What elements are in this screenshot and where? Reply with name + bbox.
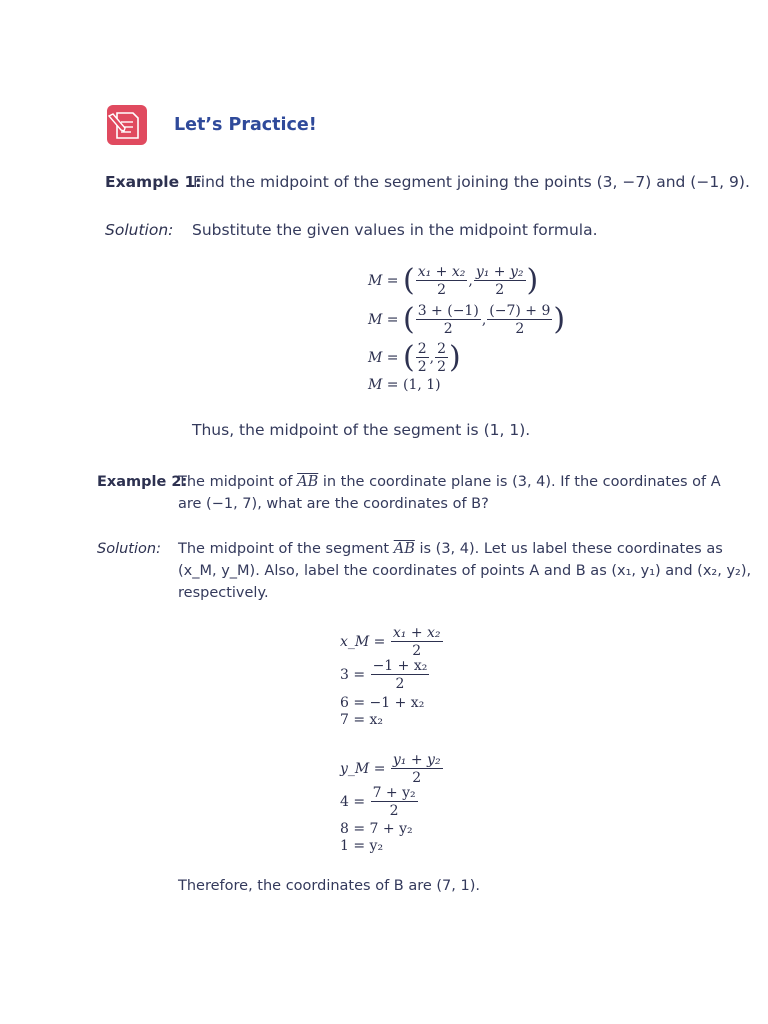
y-step-3: 8 = 7 + y₂ [340, 821, 413, 837]
solution-2-line-1: The midpoint of the segment $\overline{AB}$ is (3, 4). Let us label these coordinates as [178, 541, 723, 557]
simplified-formula: M = ( $\frac{2}{2}$ , $\frac{2}{2}$ ) [368, 340, 461, 375]
conclusion-2: Therefore, the coordinates of B are (7, 1). [178, 878, 480, 894]
final-result: M = (1, 1) [368, 377, 441, 393]
solution-1-text: Substitute the given values in the midpoint formula. [192, 221, 598, 239]
example-1-label: Example 1: [105, 173, 202, 191]
page-title: Let’s Practice! [174, 115, 317, 135]
example-1-question: Find the midpoint of the segment joining the points (3, −7) and (−1, 9). [193, 173, 750, 191]
solution-1-label: Solution: [105, 221, 174, 239]
x-step-4: 7 = x₂ [340, 712, 384, 728]
solution-2-line-2: (x_M, y_M). Also, label the coordinates of points A and B as (x₁, y₁) and (x₂, y₂), [178, 563, 752, 579]
midpoint-formula: M = ( $\frac{\text{x₁ + x₂}}{2}$ , $\frac{\text{y₁ + y₂}}{2}$ ) [368, 263, 539, 298]
x-step-3: 6 = −1 + x₂ [340, 695, 425, 711]
x-substituted-equation: 3 = $\frac{\text{−1 + x₂}}{2}$ [340, 658, 428, 692]
example-2-question-line-1: The midpoint of $\overline{AB}$ in the coordinate plane is (3, 4). If the coordinates of A [178, 474, 721, 490]
x-midpoint-equation: x_M = $\frac{\text{x₁ + x₂}}{2}$ [340, 625, 441, 659]
example-2-question-line-2: are (−1, 7), what are the coordinates of B? [178, 496, 489, 512]
y-substituted-equation: 4 = $\frac{\text{7 + y₂}}{2}$ [340, 785, 416, 819]
substituted-formula: M = ( $\frac{3 + (-1)}{2}$ , $\frac{(-7) + 9}{2}$ ) [368, 302, 566, 337]
solution-2-label: Solution: [97, 541, 161, 557]
solution-2-line-3: respectively. [178, 585, 269, 601]
conclusion-1: Thus, the midpoint of the segment is (1, 1). [192, 421, 531, 439]
document-pencil-icon [105, 104, 149, 146]
y-midpoint-equation: y_M = $\frac{\text{y₁ + y₂}}{2}$ [340, 752, 441, 786]
example-2-label: Example 2: [97, 474, 188, 490]
y-step-4: 1 = y₂ [340, 838, 384, 854]
